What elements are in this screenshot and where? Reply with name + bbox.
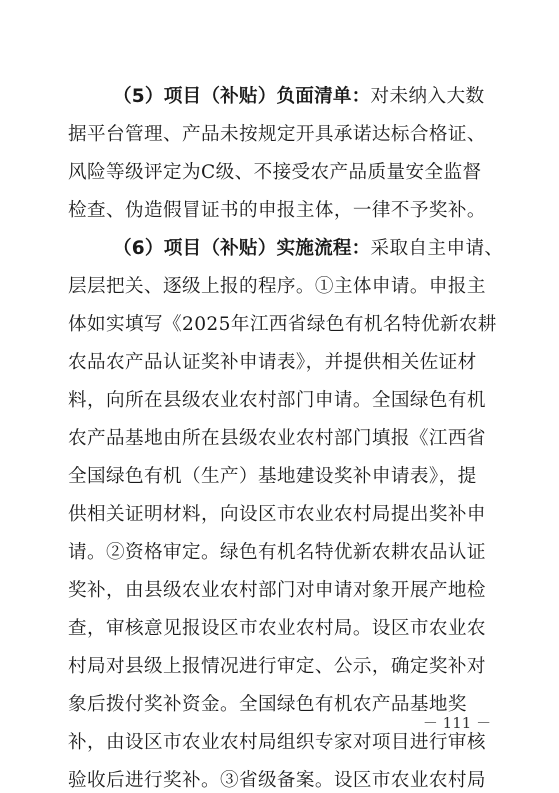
paragraph-line: 全国绿色有机（生产）基地建设奖补申请表》，提 xyxy=(68,466,477,487)
paragraph-line xyxy=(113,85,489,109)
page-number: － 111 － xyxy=(422,714,492,732)
paragraph-line xyxy=(113,237,504,261)
paragraph-line: 体如实填写《2025年江西省绿色有机名特优新农耕 xyxy=(68,314,497,335)
paragraph-line: 供相关证明材料，向设区市农业农村局提出奖补申 xyxy=(68,504,486,525)
paragraph-line: 村局对县级上报情况进行审定、公示，确定奖补对 xyxy=(68,656,486,677)
paragraph-text: 对未纳入大数 xyxy=(370,86,485,107)
section-heading: （6）项目（补贴）实施流程： xyxy=(113,238,371,259)
paragraph-line: 奖补，由县级农业农村部门对申请对象开展产地检 xyxy=(68,580,486,601)
paragraph-line: 农产品基地由所在县级农业农村部门填报《江西省 xyxy=(68,428,486,449)
section-heading: （5）项目（补贴）负面清单： xyxy=(113,86,371,107)
paragraph-line: 料，向所在县级农业农村部门申请。全国绿色有机 xyxy=(68,390,486,411)
paragraph-line: 据平台管理、产品未按规定开具承诺达标合格证、 xyxy=(68,124,486,145)
paragraph-line: 补，由设区市农业农村局组织专家对项目进行审核 xyxy=(68,732,486,753)
paragraph-line: 层层把关、逐级上报的程序。①主体申请。申报主 xyxy=(68,276,486,297)
paragraph-line: 农品农产品认证奖补申请表》，并提供相关佐证材 xyxy=(68,352,477,373)
paragraph-line: 象后拨付奖补资金。全国绿色有机农产品基地奖 xyxy=(68,694,467,715)
paragraph-line: 检查、伪造假冒证书的申报主体，一律不予奖补。 xyxy=(68,200,486,221)
paragraph-line: 请。②资格审定。绿色有机名特优新农耕农品认证 xyxy=(68,542,486,563)
paragraph-line: 验收后进行奖补。③省级备案。设区市农业农村局 xyxy=(68,770,486,791)
paragraph-line: 风险等级评定为C级、不接受农产品质量安全监督 xyxy=(68,162,482,183)
paragraph-text: 采取自主申请、 xyxy=(370,238,504,259)
paragraph-line: 查，审核意见报设区市农业农村局。设区市农业农 xyxy=(68,618,486,639)
